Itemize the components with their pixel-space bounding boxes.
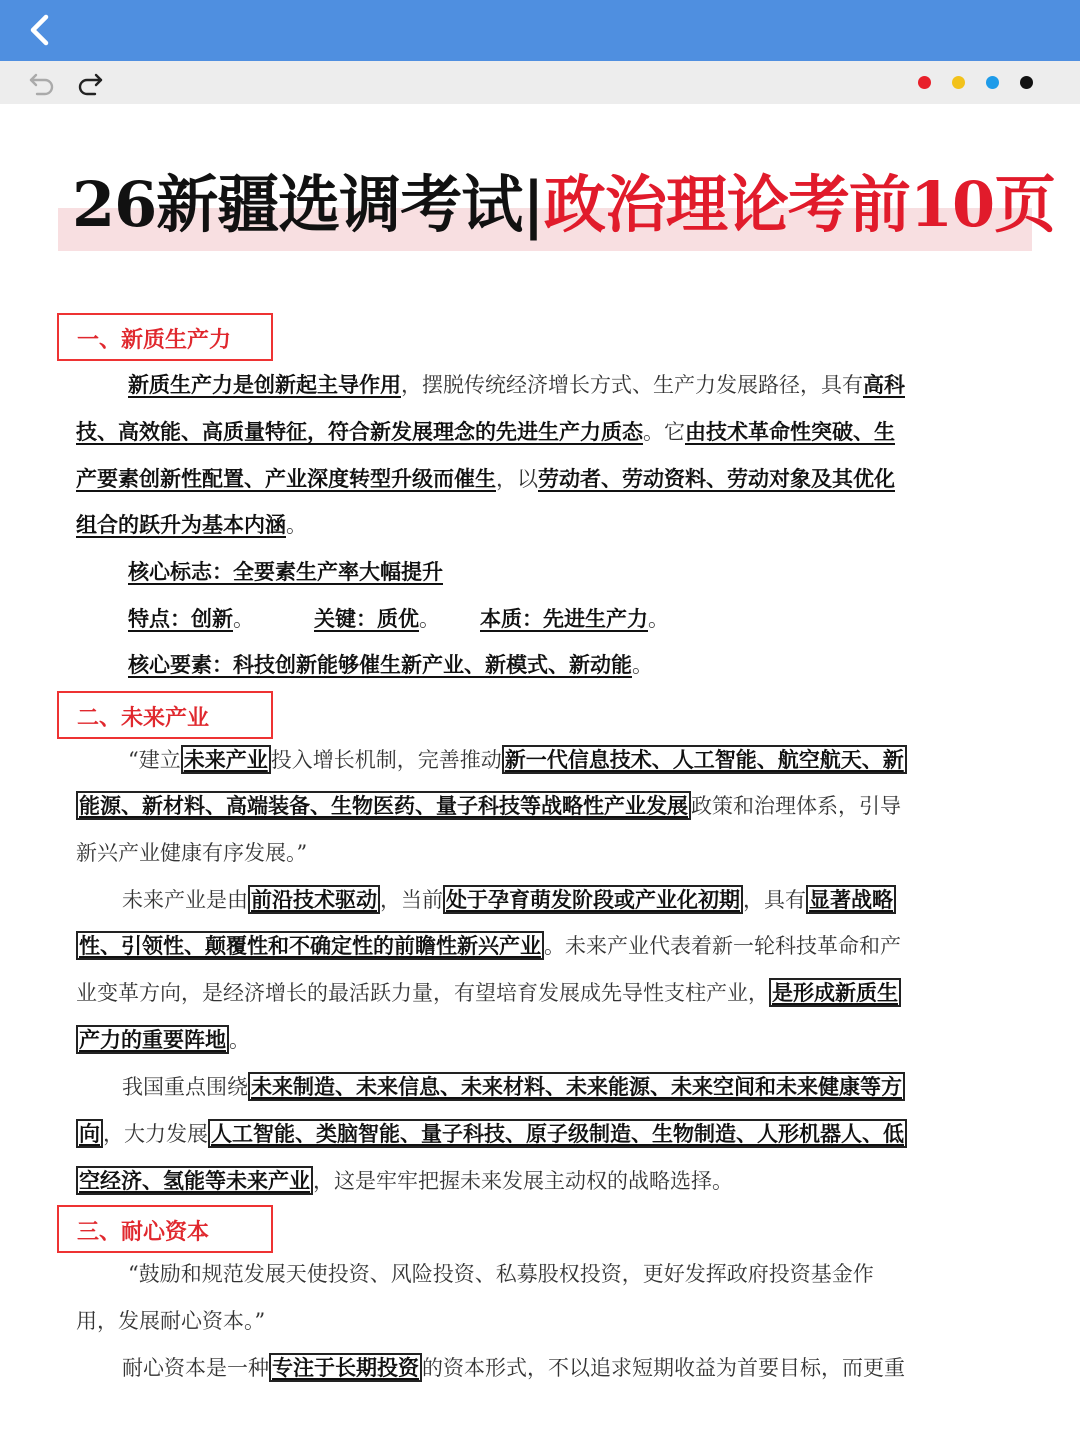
title-separator: | — [522, 168, 544, 241]
text-run: 显著战略 — [806, 885, 896, 914]
section-heading-1: 一、新质生产力 — [57, 313, 273, 361]
text-run: 用，发展耐心资本。” — [76, 1309, 266, 1333]
text-run: 投入增长机制，完善推动 — [270, 748, 502, 772]
p2-line-9 — [76, 1119, 907, 1149]
text-run: 新质生产力是创新起主导作用 — [128, 372, 401, 397]
p1-line-1 — [128, 370, 905, 400]
p2-line-5 — [76, 931, 901, 961]
p2-line-2 — [76, 791, 901, 821]
text-run: 未来制造、未来信息、未来材料、未来能源、未来空间和未来健康等方 — [248, 1072, 905, 1101]
text-run: 关键：质优 — [314, 606, 419, 631]
section-heading-3: 三、耐心资本 — [57, 1205, 273, 1253]
text-run: 组合的跃升为基本内涵 — [76, 512, 286, 537]
text-run: “鼓励和规范发展天使投资、风险投资、私募股权投资，更好发挥政府投资基金作 — [128, 1262, 874, 1286]
text-run: 。 — [229, 1028, 250, 1052]
text-run: 。 — [286, 513, 307, 537]
text-run: “建立 — [128, 748, 181, 772]
text-run: 性、引领性、颠覆性和不确定性的前瞻性新兴产业 — [76, 931, 544, 960]
p1-core-elements — [128, 650, 653, 680]
text-run: 。它 — [643, 420, 685, 444]
text-run: 特点：创新 — [128, 606, 233, 631]
text-run: ，大力发展 — [103, 1122, 208, 1146]
text-run: 。 — [648, 607, 669, 631]
text-run: 我国重点围绕 — [122, 1075, 248, 1099]
p1-core-sign — [128, 557, 443, 587]
text-run: 技、高效能、高质量特征，符合新发展理念的先进生产力质态 — [76, 419, 643, 444]
p2-line-3 — [76, 838, 307, 868]
text-run: ，以 — [496, 467, 538, 491]
text-run: ，具有 — [743, 888, 806, 912]
p2-line-7 — [76, 1025, 250, 1055]
text-run: 能源、新材料、高端装备、生物医药、量子科技等战略性产业发展 — [76, 791, 691, 820]
p2-line-4 — [122, 885, 896, 915]
top-bar — [0, 0, 1080, 61]
p1-line-3 — [76, 464, 895, 494]
text-run: 人工智能、类脑智能、量子科技、原子级制造、生物制造、人形机器人、低 — [208, 1119, 907, 1148]
text-run: 未来产业是由 — [122, 888, 248, 912]
text-run: 产力的重要阵地 — [76, 1025, 229, 1054]
text-run: 新兴产业健康有序发展。” — [76, 841, 308, 865]
color-dot-black[interactable] — [1020, 76, 1033, 89]
text-run: 。 — [233, 607, 254, 631]
text-run: 产要素创新性配置、产业深度转型升级而催生 — [76, 466, 496, 491]
text-run: 核心标志：全要素生产率大幅提升 — [128, 559, 443, 584]
redo-icon[interactable] — [75, 67, 105, 97]
text-run: 由技术革命性突破、生 — [685, 419, 895, 444]
color-dot-red[interactable] — [918, 76, 931, 89]
text-run: 高科 — [863, 372, 905, 397]
back-arrow-icon[interactable] — [22, 12, 58, 48]
color-dot-blue[interactable] — [986, 76, 999, 89]
p2-line-10 — [76, 1166, 733, 1196]
text-run: 空经济、氢能等未来产业 — [76, 1166, 313, 1195]
text-run: 新一代信息技术、人工智能、航空航天、新 — [502, 745, 907, 774]
p1-features — [128, 604, 669, 634]
p3-line-3 — [122, 1353, 905, 1383]
text-run: ，摆脱传统经济增长方式、生产力发展路径，具有 — [401, 373, 863, 397]
text-run: 。未来产业代表着新一轮科技革命和产 — [544, 934, 901, 958]
text-run: ，这是牢牢把握未来发展主动权的战略选择。 — [313, 1169, 733, 1193]
text-run: 向 — [76, 1119, 103, 1148]
page-title — [72, 163, 1056, 247]
color-dot-yellow[interactable] — [952, 76, 965, 89]
title-left: 26新疆选调考试 — [72, 168, 523, 241]
p3-line-1 — [128, 1259, 874, 1289]
text-run: 未来产业 — [181, 745, 271, 774]
text-run: 的资本形式，不以追求短期收益为首要目标，而更重 — [422, 1356, 905, 1380]
text-run: 耐心资本是一种 — [122, 1356, 269, 1380]
text-run: 是形成新质生 — [769, 978, 901, 1007]
p2-line-6 — [76, 978, 901, 1008]
text-run: ，当前 — [380, 888, 443, 912]
p2-line-1 — [128, 745, 907, 775]
text-run: 政策和治理体系，引导 — [691, 794, 901, 818]
text-run: 专注于长期投资 — [269, 1353, 422, 1382]
p2-line-8 — [122, 1072, 905, 1102]
p1-line-2 — [76, 417, 895, 447]
text-run: 本质：先进生产力 — [480, 606, 648, 631]
text-run: 。 — [419, 607, 440, 631]
text-run: 前沿技术驱动 — [248, 885, 380, 914]
p1-line-4 — [76, 510, 307, 540]
title-right: 政治理论考前10页 — [543, 168, 1056, 241]
section-heading-2: 二、未来产业 — [57, 691, 273, 739]
text-run: 处于孕育萌发阶段或产业化初期 — [443, 885, 743, 914]
text-run: 核心要素：科技创新能够催生新产业、新模式、新动能 — [128, 652, 632, 677]
text-run: 劳动者、劳动资料、劳动对象及其优化 — [538, 466, 895, 491]
text-run: 业变革方向，是经济增长的最活跃力量，有望培育发展成先导性支柱产业， — [76, 981, 769, 1005]
text-run: 。 — [632, 653, 653, 677]
undo-icon[interactable] — [27, 67, 57, 97]
p3-line-2 — [76, 1306, 265, 1336]
